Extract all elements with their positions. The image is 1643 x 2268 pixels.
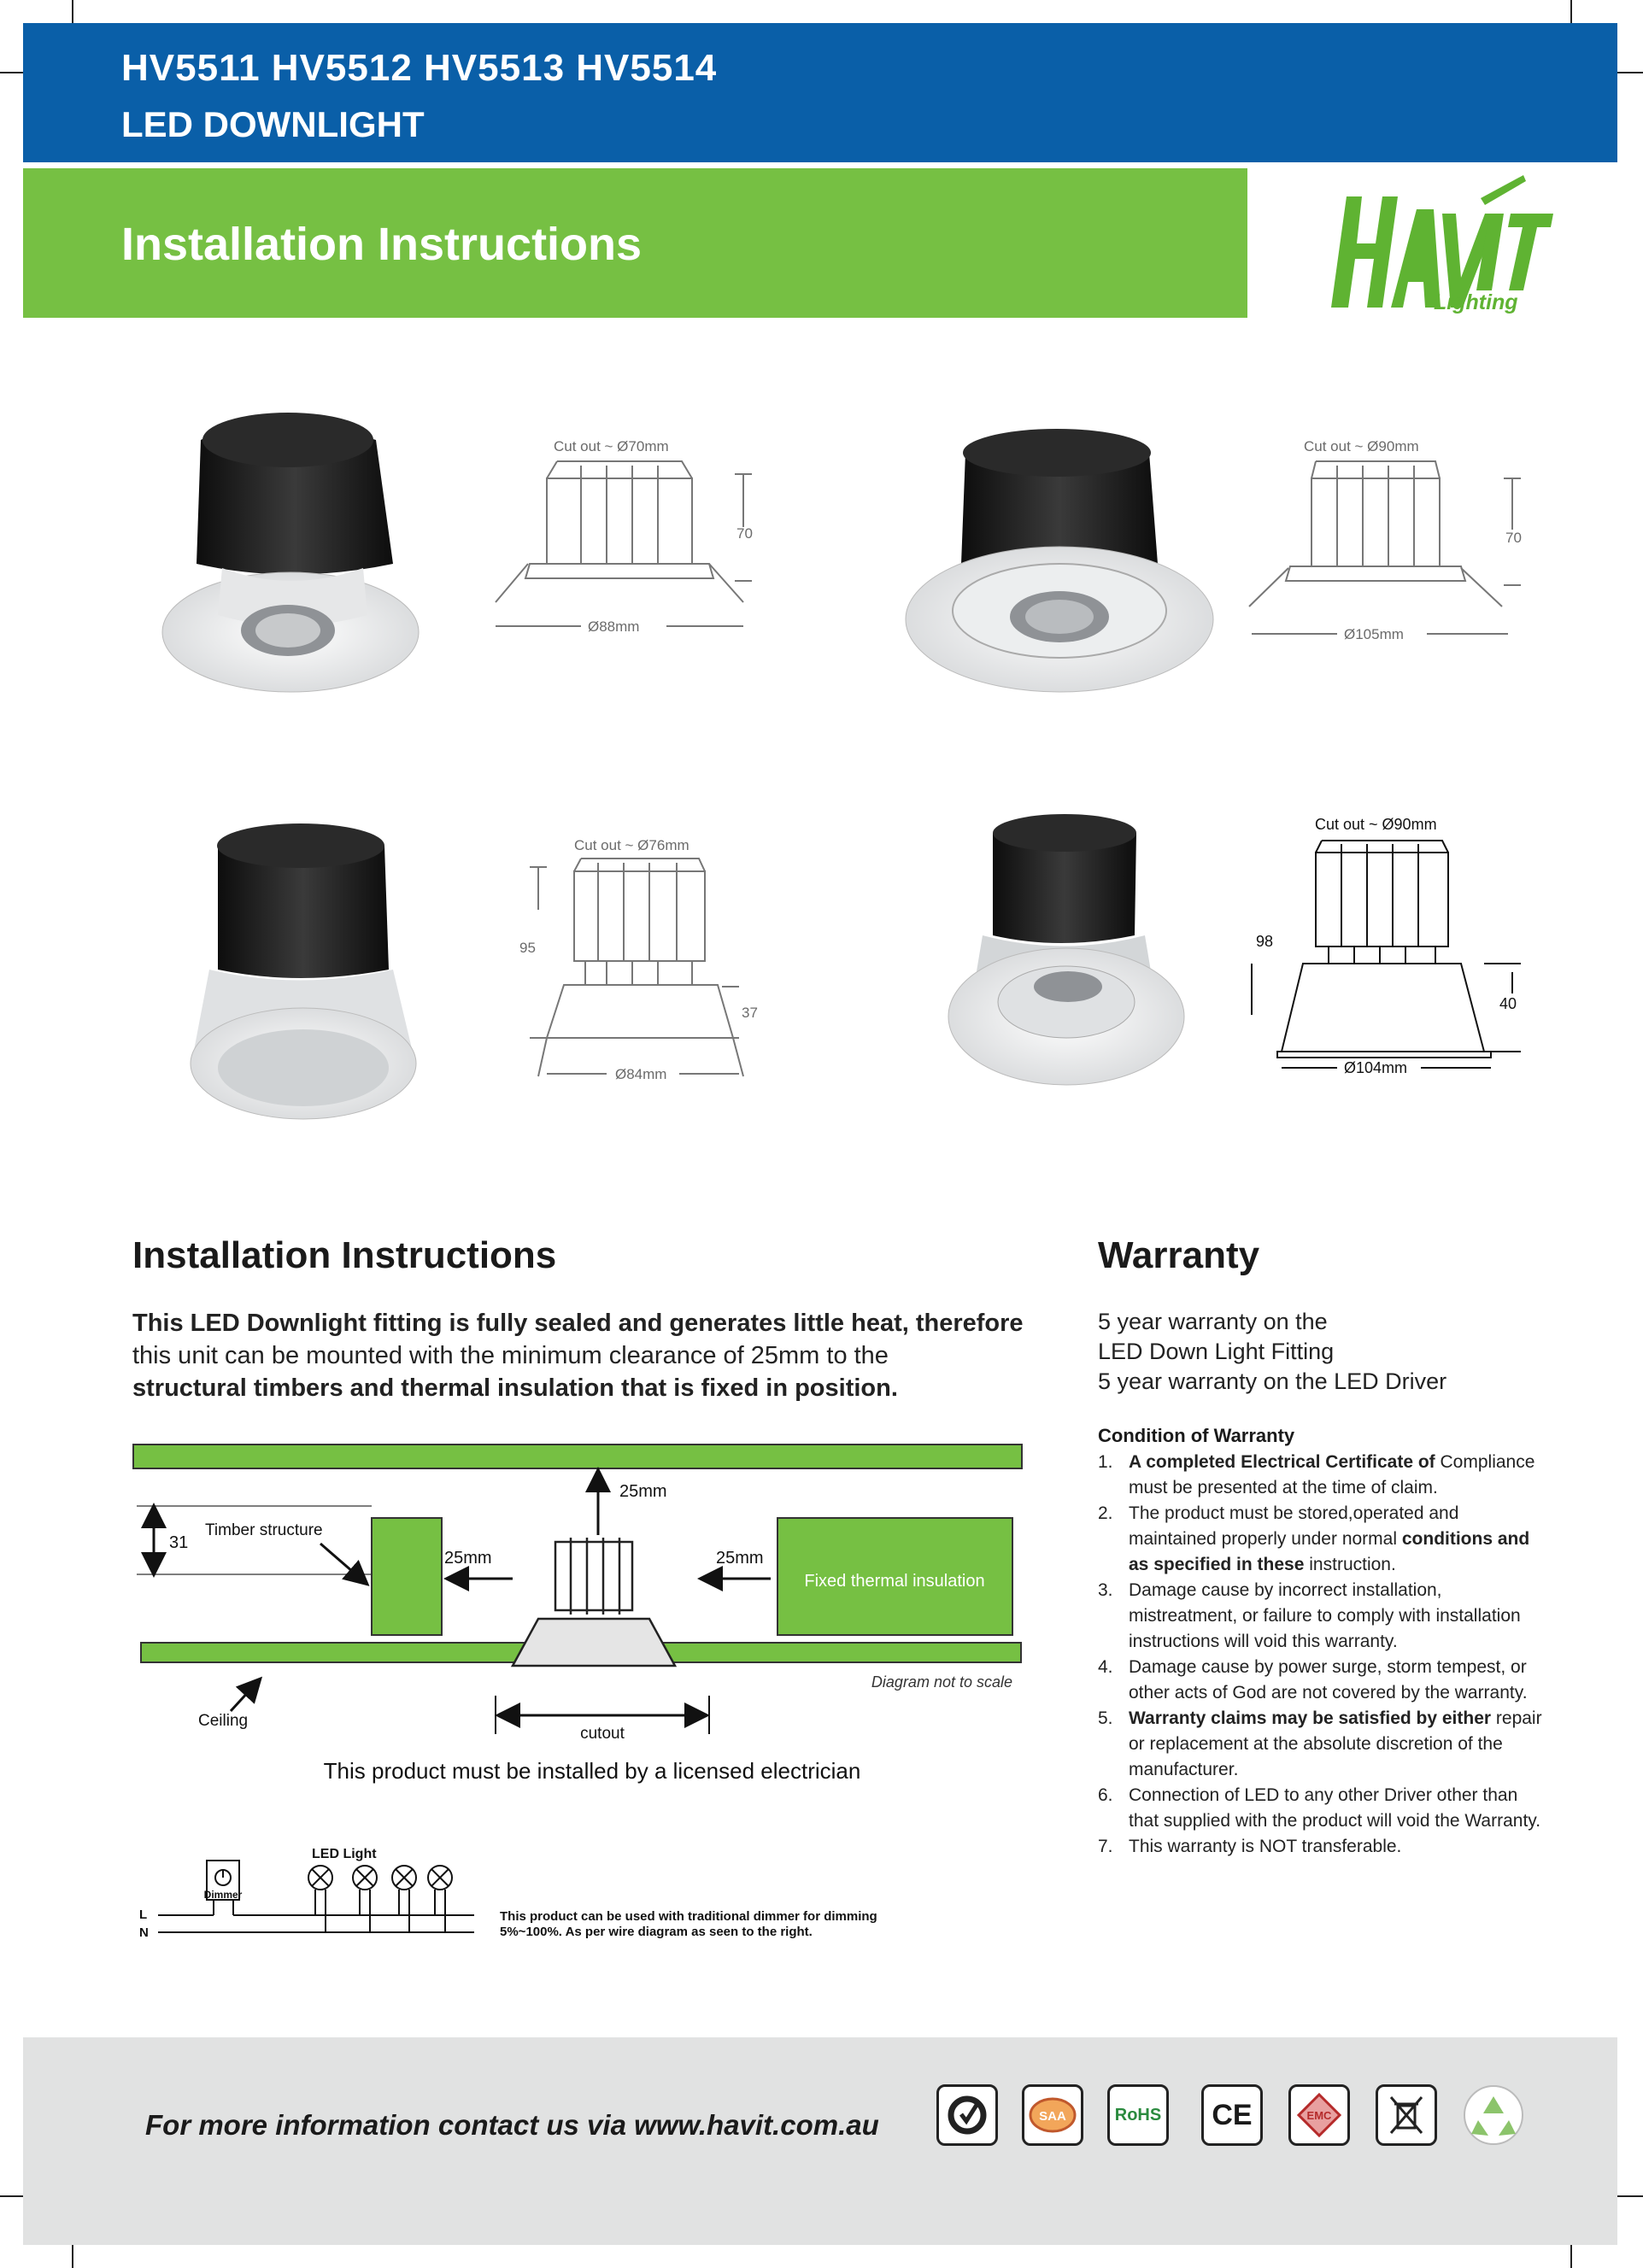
cutout-label: Cut out ~ Ø90mm [1315,816,1437,833]
timber-label: Timber structure [205,1521,323,1539]
section-title: Installation Instructions [121,219,643,270]
electrician-note: This product must be installed by a licensed electrician [323,1758,861,1784]
saa-text: SAA [1039,2109,1066,2124]
diameter-label: Ø105mm [1344,626,1404,642]
depth-label: 40 [1499,995,1517,1012]
list-item: 5. Warranty claims may be satisfied by either repair or replacement at the absolute discretion of the manufacturer. [1098,1708,1542,1779]
dimmer-label: Dimmer [203,1889,243,1901]
list-item: 6. Connection of LED to any other Driver other than that supplied with the product will void the Warranty. [1098,1785,1541,1831]
height-label: 70 [736,525,753,542]
left-clearance-label: 25mm [444,1549,492,1568]
contact-info: For more information contact us via www.havit.com.au [145,2109,879,2141]
saa-icon [1022,2084,1083,2146]
intro-line-1: This LED Downlight fitting is fully sealed and generates little heat, therefore [132,1310,1024,1337]
diameter-label: Ø84mm [615,1066,667,1082]
led-label: LED Light [312,1847,377,1861]
diameter-label: Ø88mm [588,618,640,635]
condition-title: Condition of Warranty [1098,1425,1295,1446]
l-label: L [139,1908,148,1922]
installation-intro [132,1307,1030,1404]
diameter-label: Ø104mm [1344,1059,1408,1076]
warranty-line: LED Down Light Fitting [1098,1339,1335,1364]
clearance-diagram [128,1439,1025,1798]
timber-structure [372,1518,442,1635]
height-label: 70 [1505,530,1522,546]
wiring-note-1: This product can be used with traditional dimmer for dimming [500,1909,877,1924]
timber-height-label: 31 [169,1533,189,1552]
intro-line-2: this unit can be mounted with the minimum clearance of 25mm to the [132,1342,889,1369]
installation-title: Installation Instructions [132,1234,557,1276]
section-title-band [23,168,1247,318]
header-band [23,23,1617,162]
condition-list [1098,1450,1542,1860]
emc-icon [1288,2084,1350,2146]
height-label: 95 [519,940,536,956]
recycle-icon [1463,2084,1524,2146]
right-clearance-label: 25mm [716,1549,764,1568]
logo-sub: Lighting [1434,290,1518,314]
c-tick-icon [936,2084,998,2146]
product-photo-hv5513 [179,812,427,1128]
warranty-line: 5 year warranty on the LED Driver [1098,1368,1447,1394]
product-photo-hv5512 [901,419,1218,700]
wiring-note-2: 5%~100%. As per wire diagram as seen to the right. [500,1925,813,1939]
warranty-title: Warranty [1098,1234,1260,1276]
depth-label: 37 [742,1005,758,1021]
n-label: N [139,1925,149,1940]
cutout-label: Cut out ~ Ø70mm [554,438,669,454]
product-photo-hv5511 [154,389,444,696]
havit-logo [1306,162,1553,333]
list-item: 3. Damage cause by incorrect installation, mistreatment, or failure to comply with installation instructions will void this warranty. [1098,1580,1521,1651]
model-numbers: HV5511 HV5512 HV5513 HV5514 [121,47,718,89]
top-clearance-label: 25mm [619,1482,667,1501]
list-item: 2. The product must be stored,operated and maintained properly under normal conditions and as specified in these instruction. [1098,1503,1530,1574]
emc-text: EMC [1306,2109,1332,2122]
cutout-label: cutout [580,1725,625,1743]
intro-line-3: structural timbers and thermal insulation that is fixed in position. [132,1374,898,1402]
dimension-drawing-3 [513,833,777,1089]
rohs-icon: RoHS [1107,2084,1169,2146]
ceiling-label: Ceiling [198,1712,249,1730]
height-label: 98 [1256,933,1274,950]
wiring-diagram [132,1837,987,1956]
weee-bin-icon [1376,2084,1437,2146]
insulation-label: Fixed thermal insulation [804,1572,985,1591]
dimension-drawing-4 [1243,810,1534,1083]
dimension-drawing-2 [1230,431,1529,645]
ce-icon: CE [1201,2084,1263,2146]
warranty-summary [1098,1307,1446,1397]
upper-timber [133,1445,1022,1468]
scale-note: Diagram not to scale [871,1673,1012,1691]
product-photo-hv5514 [940,807,1196,1089]
product-name: LED DOWNLIGHT [121,104,425,144]
warranty-line: 5 year warranty on the [1098,1309,1328,1334]
list-item: 7. This warranty is NOT transferable. [1098,1837,1402,1856]
downlight-icon [513,1538,675,1666]
list-item: 4. Damage cause by power surge, storm tempest, or other acts of God are not covered by the warranty. [1098,1657,1528,1702]
dimension-drawing-1 [478,431,769,645]
cutout-label: Cut out ~ Ø76mm [574,837,689,853]
cutout-label: Cut out ~ Ø90mm [1304,438,1419,454]
list-item: 1. A completed Electrical Certificate of Compliance must be presented at the time of claim. [1098,1452,1535,1497]
